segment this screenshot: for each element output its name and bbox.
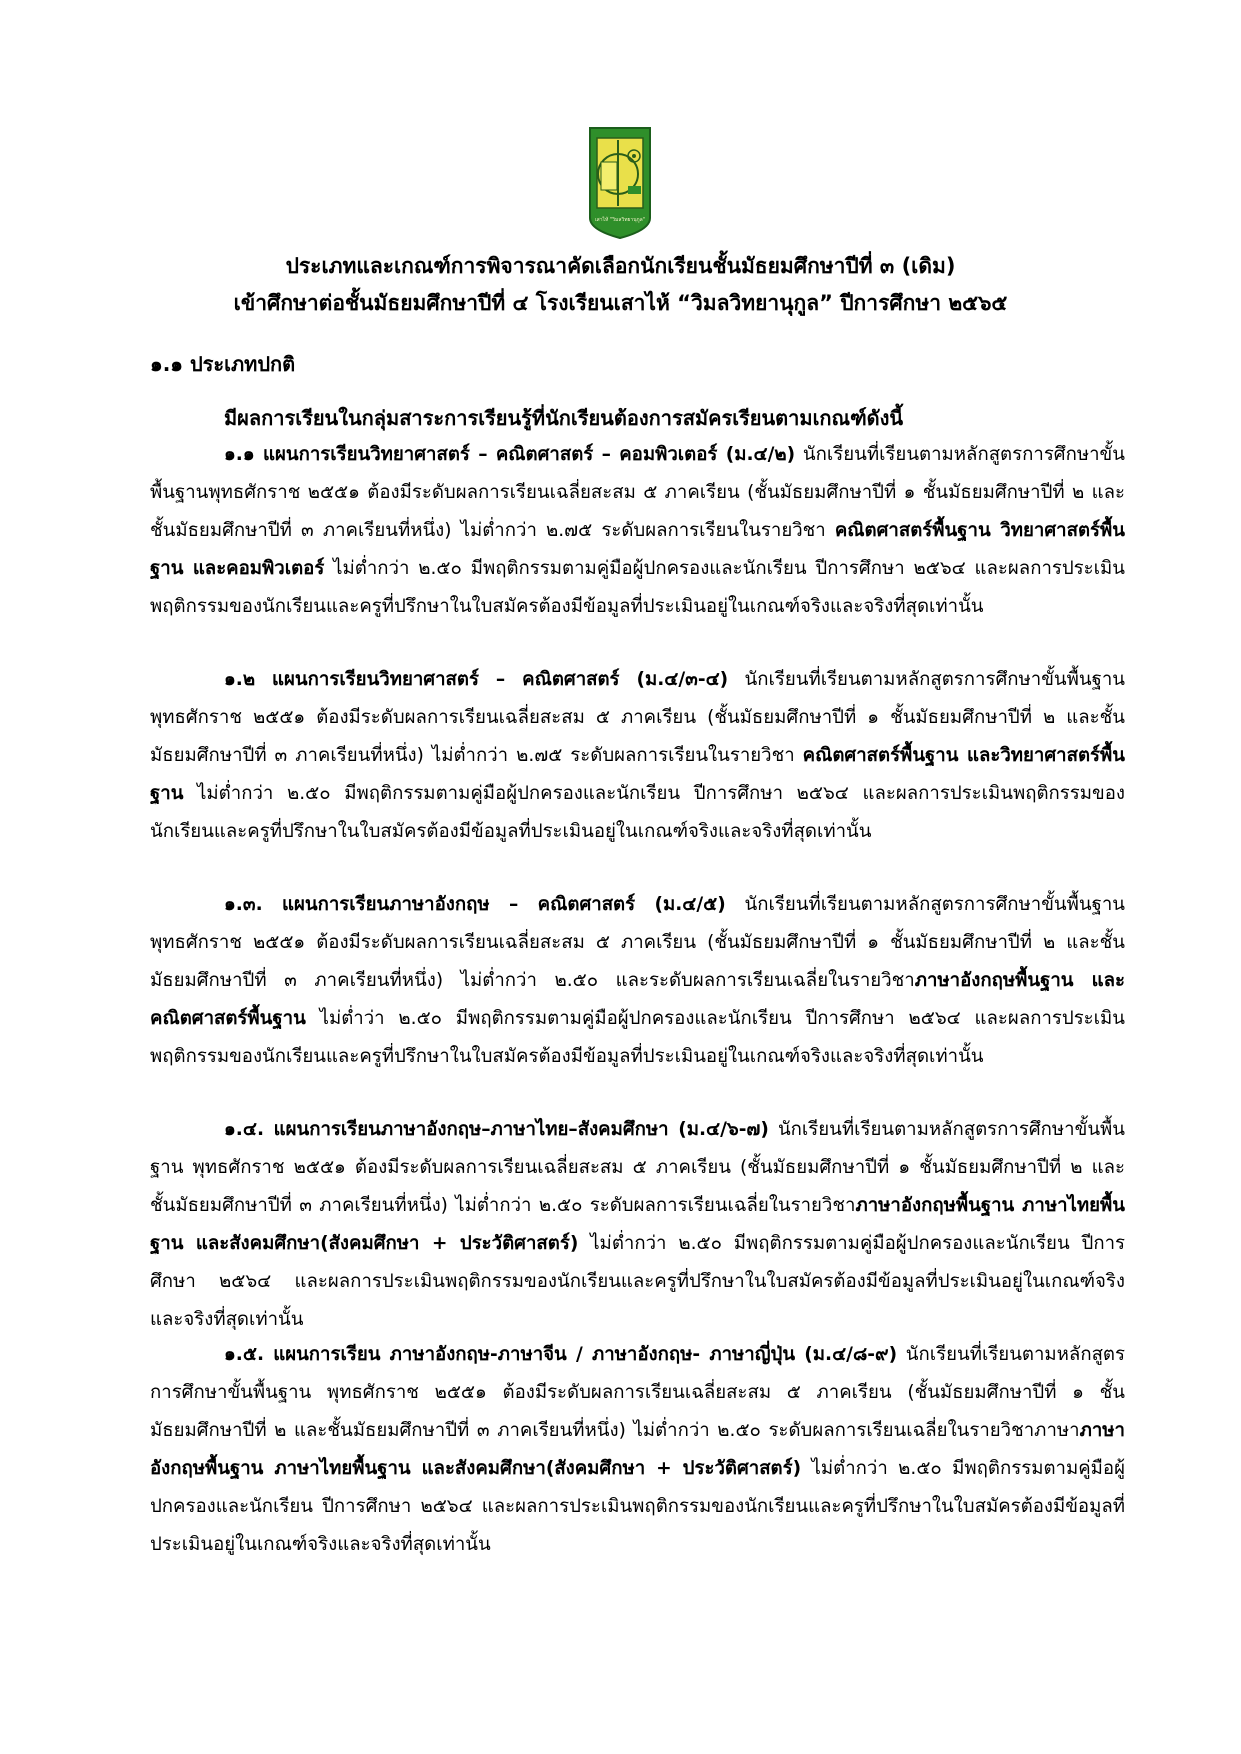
plan-text: ไม่ต่ำกว่า ๒.๕๐ มีพฤติกรรมตามคู่มือผู้ปกครองและนักเรียน ปีการศึกษา ๒๕๖๔ และผลการประเมินพฤติกรรมของนักเรียนและครูที่ปรึกษาในใบสมัครต้องมีข้อมูลที่ประเมินอยู่ในเกณฑ์จริงและจริงที่สุดเท่านั้น <box>150 1458 1125 1555</box>
plan-text: ไม่ต่ำว่า ๒.๕๐ มีพฤติกรรมตามคู่มือผู้ปกครองและนักเรียน ปีการศึกษา ๒๕๖๔ และผลการประเมินพฤติกรรมของนักเรียนและครูที่ปรึกษาในใบสมัครต้องมีข้อมูลที่ประเมินอยู่ในเกณฑ์จริงและจริงที่สุดเท่านั้น <box>150 1008 1125 1067</box>
plan-paragraph-3 <box>150 886 1125 1076</box>
plan-heading: ๑.๓. แผนการเรียนภาษาอังกฤษ – คณิตศาสตร์ (ม.๔/๕) <box>224 894 726 915</box>
criteria-intro: มีผลการเรียนในกลุ่มสาระการเรียนรู้ที่นักเรียนต้องการสมัครเรียนตามเกณฑ์ดังนี้ <box>224 406 904 430</box>
plan-text: ไม่ต่ำกว่า ๒.๕๐ มีพฤติกรรมตามคู่มือผู้ปกครองและนักเรียน ปีการศึกษา ๒๕๖๔ และผลการประเมินพฤติกรรมของนักเรียนและครูที่ปรึกษาในใบสมัครต้องมีข้อมูลที่ประเมินอยู่ในเกณฑ์จริงและจริงที่สุดเท่านั้น <box>150 558 1125 617</box>
plan-heading: ๑.๑ แผนการเรียนวิทยาศาสตร์ – คณิตศาสตร์ – คอมพิวเตอร์ (ม.๔/๒) <box>224 444 796 465</box>
plan-paragraph-2 <box>150 661 1125 851</box>
plan-paragraph-5 <box>150 1336 1125 1564</box>
plan-subjects: ภาษาอังกฤษพื้นฐาน ภาษาไทยพื้นฐาน และสังคมศึกษา(สังคมศึกษา + ประวัติศาสตร์) <box>150 1195 1125 1254</box>
plan-subjects: ภาษาอังกฤษพื้นฐาน ภาษาไทยพื้นฐาน และสังคมศึกษา(สังคมศึกษา + ประวัติศาสตร์) <box>150 1420 1125 1479</box>
plan-text: นักเรียนที่เรียนตามหลักสูตรการศึกษาขั้นพื้นฐานพุทธศักราช ๒๕๕๑ ต้องมีระดับผลการเรียนเฉลี่ยสะสม ๕ ภาคเรียน (ชั้นมัธยมศึกษาปีที่ ๑ ชั้นมัธยมศึกษาปีที่ ๒ และชั้นมัธยมศึกษาปีที่ ๓ ภาคเรียนที่หนึ่ง) ไม่ต่ำกว่า ๒.๗๕ ระดับผลการเรียนในรายวิชา <box>150 444 1125 541</box>
plan-text: นักเรียนที่เรียนตามหลักสูตรการศึกษาขั้นพื้นฐาน พุทธศักราช ๒๕๕๑ ต้องมีระดับผลการเรียนเฉลี่ยสะสม ๕ ภาคเรียน (ชั้นมัธยมศึกษาปีที่ ๑ ชั้นมัธยมศึกษาปีที่ ๒ และชั้นมัธยมศึกษาปีที่ ๓ ภาคเรียนที่หนึ่ง) ไม่ต่ำกว่า ๒.๕๐ ระดับผลการเรียนเฉลี่ยในรายวิชา <box>150 1119 1125 1216</box>
plan-paragraph-4 <box>150 1111 1125 1339</box>
plan-heading: ๑.๒ แผนการเรียนวิทยาศาสตร์ – คณิตศาสตร์ (ม.๔/๓-๔) <box>224 669 729 690</box>
plan-text: ไม่ต่ำกว่า ๒.๕๐ มีพฤติกรรมตามคู่มือผู้ปกครองและนักเรียน ปีการศึกษา ๒๕๖๔ และผลการประเมินพฤติกรรมของนักเรียนและครูที่ปรึกษาในใบสมัครต้องมีข้อมูลที่ประเมินอยู่ในเกณฑ์จริงและจริงที่สุดเท่านั้น <box>150 783 1125 842</box>
logo-caption: เสาไห้ "วิมลวิทยานุกูล" <box>594 217 646 223</box>
plan-text: นักเรียนที่เรียนตามหลักสูตรการศึกษาขั้นพื้นฐานพุทธศักราช ๒๕๕๑ ต้องมีระดับผลการเรียนเฉลี่ยสะสม ๕ ภาคเรียน (ชั้นมัธยมศึกษาปีที่ ๑ ชั้นมัธยมศึกษาปีที่ ๒ และชั้นมัธยมศึกษาปีที่ ๓ ภาคเรียนที่หนึ่ง) ไม่ต่ำกว่า ๒.๗๕ ระดับผลการเรียนในรายวิชา <box>150 669 1125 766</box>
plan-heading: ๑.๔. แผนการเรียนภาษาอังกฤษ–ภาษาไทย–สังคมศึกษา (ม.๔/๖-๗) <box>224 1119 769 1140</box>
document-title-line-1: ประเภทและเกณฑ์การพิจารณาคัดเลือกนักเรียนชั้นมัธยมศึกษาปีที่ ๓ (เดิม) <box>285 254 956 278</box>
document-title-line-2: เข้าศึกษาต่อชั้นมัธยมศึกษาปีที่ ๔ โรงเรียนเสาไห้ “วิมลวิทยานุกูล” ปีการศึกษา ๒๕๖๕ <box>233 291 1008 315</box>
plan-heading: ๑.๕. แผนการเรียน ภาษาอังกฤษ-ภาษาจีน / ภาษาอังกฤษ- ภาษาญี่ปุ่น (ม.๔/๘-๙) <box>224 1344 898 1365</box>
plan-subjects: คณิตศาสตร์พื้นฐาน วิทยาศาสตร์พื้นฐาน และคอมพิวเตอร์ <box>150 520 1125 579</box>
section-heading: ๑.๑ ประเภทปกติ <box>150 352 296 376</box>
plan-text: ไม่ต่ำกว่า ๒.๕๐ มีพฤติกรรมตามคู่มือผู้ปกครองและนักเรียน ปีการศึกษา ๒๕๖๔ และผลการประเมินพฤติกรรมของนักเรียนและครูที่ปรึกษาในใบสมัครต้องมีข้อมูลที่ประเมินอยู่ในเกณฑ์จริงและจริงที่สุดเท่านั้น <box>150 1233 1126 1330</box>
school-logo <box>588 126 652 240</box>
plan-subjects: ภาษาอังกฤษพื้นฐาน และคณิตศาสตร์พื้นฐาน <box>150 970 1125 1029</box>
plan-subjects: คณิตศาสตร์พื้นฐาน และวิทยาศาสตร์พื้นฐาน <box>150 745 1125 804</box>
plan-paragraph-1 <box>150 436 1125 626</box>
plan-text: นักเรียนที่เรียนตามหลักสูตรการศึกษาขั้นพื้นฐาน พุทธศักราช ๒๕๕๑ ต้องมีระดับผลการเรียนเฉลี่ยสะสม ๕ ภาคเรียน (ชั้นมัธยมศึกษาปีที่ ๑ ชั้นมัธยมศึกษาปีที่ ๒ และชั้นมัธยมศึกษาปีที่ ๓ ภาคเรียนที่หนึ่ง) ไม่ต่ำกว่า ๒.๕๐ และระดับผลการเรียนเฉลี่ยในรายวิชา <box>150 894 1125 991</box>
plan-text: นักเรียนที่เรียนตามหลักสูตรการศึกษาขั้นพื้นฐาน พุทธศักราช ๒๕๕๑ ต้องมีระดับผลการเรียนเฉลี่ยสะสม ๕ ภาคเรียน (ชั้นมัธยมศึกษาปีที่ ๑ ชั้นมัธยมศึกษาปีที่ ๒ และชั้นมัธยมศึกษาปีที่ ๓ ภาคเรียนที่หนึ่ง) ไม่ต่ำกว่า ๒.๕๐ ระดับผลการเรียนเฉลี่ยในรายวิชาภาษา <box>150 1344 1125 1441</box>
school-emblem-icon <box>588 126 652 240</box>
